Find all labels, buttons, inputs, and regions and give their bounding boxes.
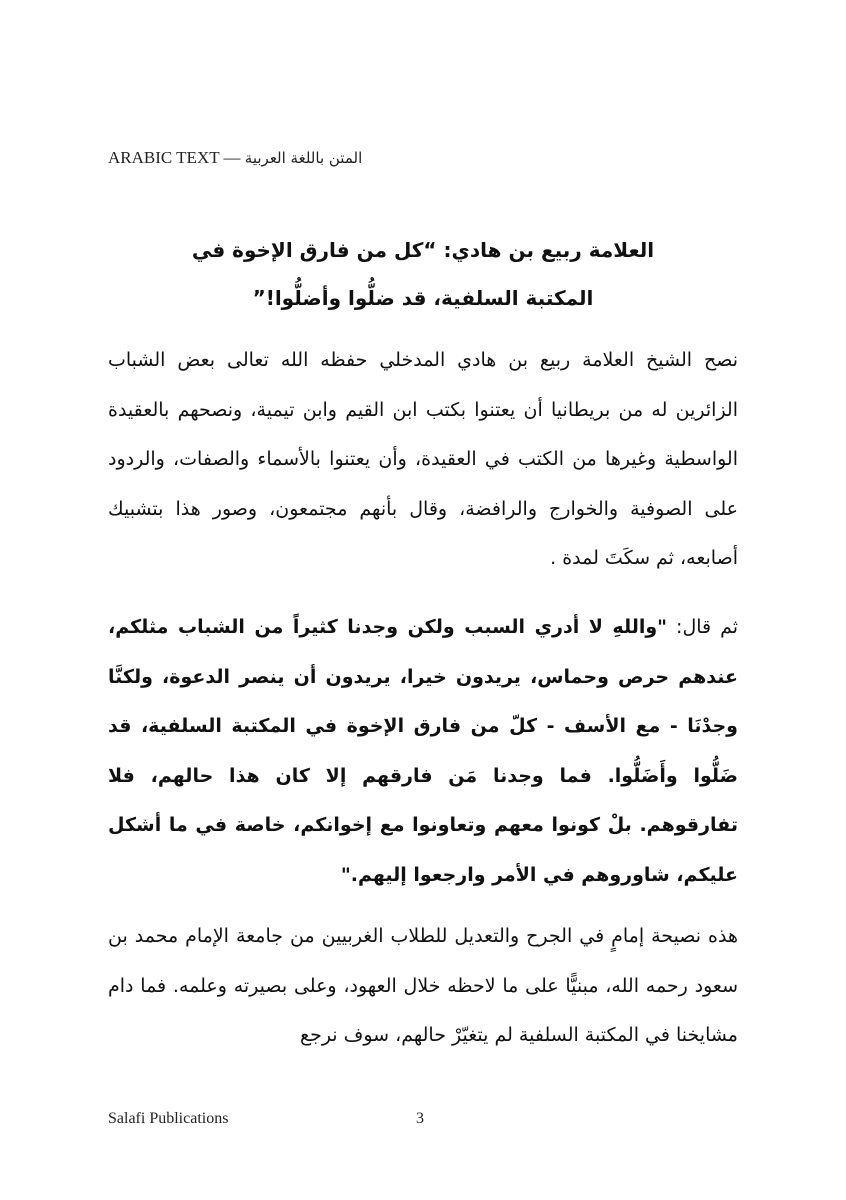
title-line-2: المكتبة السلفية، قد ضلُّوا وأضلُّوا!” xyxy=(252,286,594,310)
article-title xyxy=(120,226,726,322)
running-header xyxy=(108,148,748,168)
page-number: 3 xyxy=(416,1110,424,1127)
header-label-arabic: المتن باللغة العربية xyxy=(244,149,363,167)
paragraph-2-quote: "واللهِ لا أدري السبب ولكن وجدنا كثيراً من الشباب مثلكم، عندهم حرص وحماس، يريدون خيرا، يريدون أن ينصر الدعوة، ولكنَّا وجدْنَا - مع الأسف - كلّ من فارق الإخوة في المكتبة السلفية، قد ضَلُّوا وأَضَلُّوا. فما وجدنا مَن فارقهم إلا كان هذا حالهم، فلا تفارقوهم. بلْ كونوا معهم وتعاونوا مع إخوانكم، خاصة في ما أشكل عليكم، شاوروهم في الأمر وارجعوا إليهم." xyxy=(108,616,738,886)
paragraph-2-lead: ثم قال: xyxy=(667,616,739,638)
footer-publisher: Salafi Publications xyxy=(108,1110,229,1127)
paragraph-2 xyxy=(108,603,738,900)
header-label-english: ARABIC TEXT xyxy=(108,148,220,167)
header-dash: — xyxy=(219,148,245,167)
paragraph-3: هذه نصيحة إمامٍ في الجرح والتعديل للطلاب الغربيين من جامعة الإمام محمد بن سعود رحمه الله، مبنيًّا على ما لاحظه خلال العهود، وعلى بصيرته وعلمه. فما دام مشايخنا في المكتبة السلفية لم يتغيّرْ حالهم، سوف نرجع xyxy=(108,925,738,1046)
paragraph-1: نصح الشيخ العلامة ربيع بن هادي المدخلي حفظه الله تعالى بعض الشباب الزائرين له من بريطانيا أن يعتنوا بكتب ابن القيم وابن تيمية، ونصحهم بالعقيدة الواسطية وغيرها من الكتب في العقيدة، وأن يعتنوا بالأسماء والصفات، والردود على الصوفية والخوارج والرافضة، وقال بأنهم مجتمعون، وصور هذا بتشبيك أصابعه، ثم سكَتَ لمدة . xyxy=(108,349,738,569)
title-line-1: العلامة ربيع بن هادي: “كل من فارق الإخوة في xyxy=(191,238,655,262)
